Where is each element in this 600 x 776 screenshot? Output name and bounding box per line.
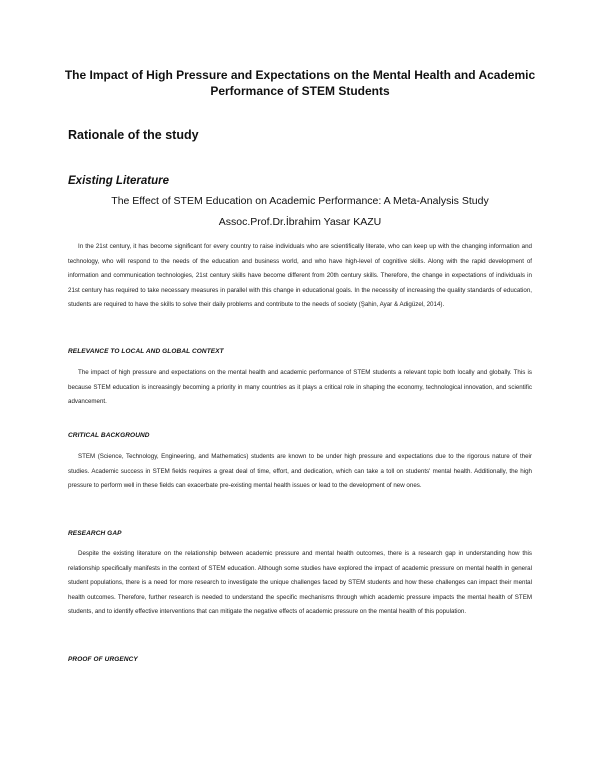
relevance-paragraph: The impact of high pressure and expectations on the mental health and academic performance of STEM students a relevant topic both locally and globally. This is because STEM education is increasingly becoming a priority in many countries as it plays a critical role in shaping the economy, technological innovation, and scientific advancement. (68, 369, 532, 406)
section-title: Rationale of the study (68, 128, 199, 142)
critical-background-paragraph: STEM (Science, Technology, Engineering, and Mathematics) students are known to be under high pressure and expectations due to the rigorous nature of their studies. Academic success in STEM fields requires a great deal of time, effort, and dedication, which can take a toll on students' mental health. Additionally, the high pressure to perform well in these fields can exacerbate pre-existing mental health issues or lead to the development of new ones. (68, 453, 532, 490)
research-gap-heading: RESEARCH GAP (68, 530, 122, 537)
subsection-title: Existing Literature (68, 175, 169, 187)
paper-title: The Impact of High Pressure and Expectations on the Mental Health and Academic Performance of STEM Students (64, 68, 536, 98)
relevance-heading: RELEVANCE TO LOCAL AND GLOBAL CONTEXT (68, 348, 224, 355)
proof-of-urgency-heading: PROOF OF URGENCY (68, 656, 138, 663)
research-gap-paragraph: Despite the existing literature on the relationship between academic pressure and mental health outcomes, there is a research gap in understanding how this relationship specifically manifests in the context of STEM education. Although some studies have explored the impact of academic pressure on mental health in general student populations, there is a need for more research to investigate the unique challenges faced by STEM students and how these challenges can impact their mental health outcomes. Therefore, further research is needed to understand the specific mechanisms through which academic pressure impacts the mental health of STEM students, and to identify effective interventions that can mitigate the negative effects of academic pressure on the mental health of this population. (68, 550, 532, 616)
study-title: The Effect of STEM Education on Academic Performance: A Meta-Analysis Study (111, 195, 489, 207)
study-author: Assoc.Prof.Dr.İbrahim Yasar KAZU (218, 216, 382, 228)
critical-background-heading: CRITICAL BACKGROUND (68, 432, 150, 439)
intro-paragraph: In the 21st century, it has become significant for every country to raise individuals who are scientifically literate, who can keep up with the changing information and technology, who will respond to the needs of the education and business world, and who have high-level of cognitive skills. Along with the rapid development of information and communication technologies, 21st century skills have become different from 20th century skills. Therefore, the change in expectations of individuals in 21st century has required to take necessary measures in parallel with this change in educational goals. In the necessity of increasing the quality standards of education, students are required to have the skills to solve their daily problems and contribute to the needs of society (Şahin, Ayar & Adigüzel, 2014). (68, 243, 532, 309)
